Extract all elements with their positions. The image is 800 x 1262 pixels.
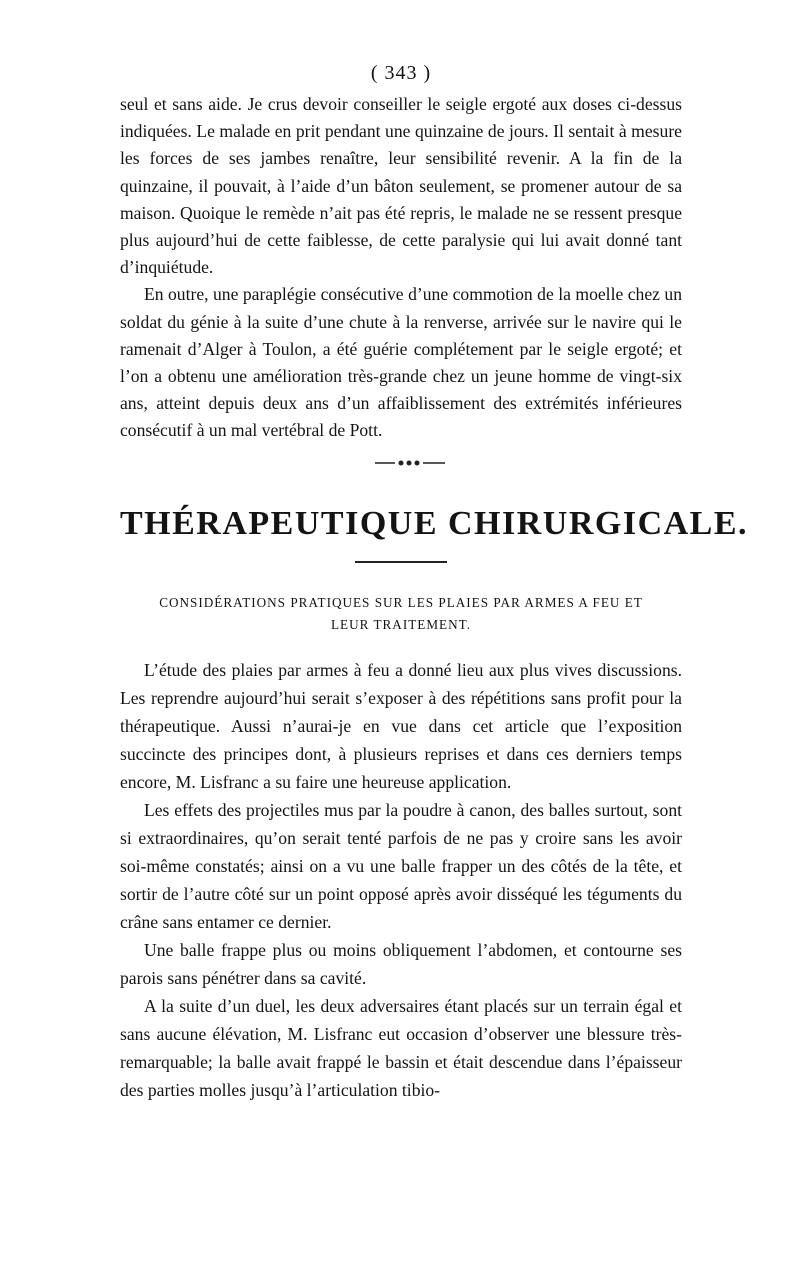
title-rule [355, 561, 447, 563]
subtitle-line-1: CONSIDÉRATIONS PRATIQUES SUR LES PLAIES PAR ARMES A FEU ET [159, 595, 643, 610]
paragraph-paraplegia: En outre, une paraplégie consécutive d’une commotion de la moelle chez un soldat du génie à la suite d’une chute à la renverse, arrivée sur le navire qui le ramenait d’Alger à Toulon, a été guérie complétement par le seigle ergoté; et l’on a obtenu une amélioration très-grande chez un jeune homme de vingt-six ans, atteint depuis deux ans d’un affaiblissement des extrémités inférieures consécutif à un mal vertébral de Pott. [120, 284, 682, 441]
subtitle-line-2: LEUR TRAITEMENT. [330, 617, 472, 632]
section-title: THÉRAPEUTIQUE CHIRURGICALE. [120, 505, 749, 542]
article-subtitle [120, 592, 682, 636]
continued-text [120, 91, 682, 445]
paragraph-effects: Les effets des projectiles mus par la poudre à canon, des balles surtout, sont si extraordinaires, qu’on serait tenté parfois de ne pas y croire sans les avoir soi-même constatés; ainsi on a vu une balle frapper un des côtés de la tête, et sortir de l’autre côté sur un point opposé après avoir disséqué les téguments du crâne sans entamer ce dernier. [120, 800, 682, 932]
page-number: ( 343 ) [370, 62, 432, 84]
paragraph-intro: L’étude des plaies par armes à feu a donné lieu aux plus vives discussions. Les reprendre aujourd’hui serait s’exposer à des répétitions sans profit pour la thérapeutique. Aussi n’aurai-je en vue dans cet article que l’exposition succincte des principes dont, à plusieurs reprises et dans ces derniers temps encore, M. Lisfranc a su faire une heureuse application. [120, 660, 682, 792]
paragraph-continuation: seul et sans aide. Je crus devoir conseiller le seigle ergoté aux doses ci-dessus indiquées. Le malade en prit pendant une quinzaine de jours. Il sentait à mesure les forces de ses jambes renaître, leur sensibilité revenir. A la fin de la quinzaine, il pouvait, à l’aide d’un bâton seulement, se promener autour de sa maison. Quoique le remède n’ait pas été repris, le malade ne se ressent presque plus aujourd’hui de cette faiblesse, de cette paralysie qui lui avait donné tant d’inquiétude. [120, 94, 682, 278]
article-body [120, 656, 682, 1104]
paragraph-abdomen: Une balle frappe plus ou moins obliquement l’abdomen, et contourne ses parois sans pénétrer dans sa cavité. [120, 940, 682, 988]
paragraph-duel: A la suite d’un duel, les deux adversaires étant placés sur un terrain égal et sans aucune élévation, M. Lisfranc eut occasion d’observer une blessure très-remarquable; la balle avait frappé le bassin et était descendue dans l’épaisseur des parties molles jusqu’à l’articulation tibio- [120, 996, 682, 1100]
section-ornament [120, 456, 682, 470]
